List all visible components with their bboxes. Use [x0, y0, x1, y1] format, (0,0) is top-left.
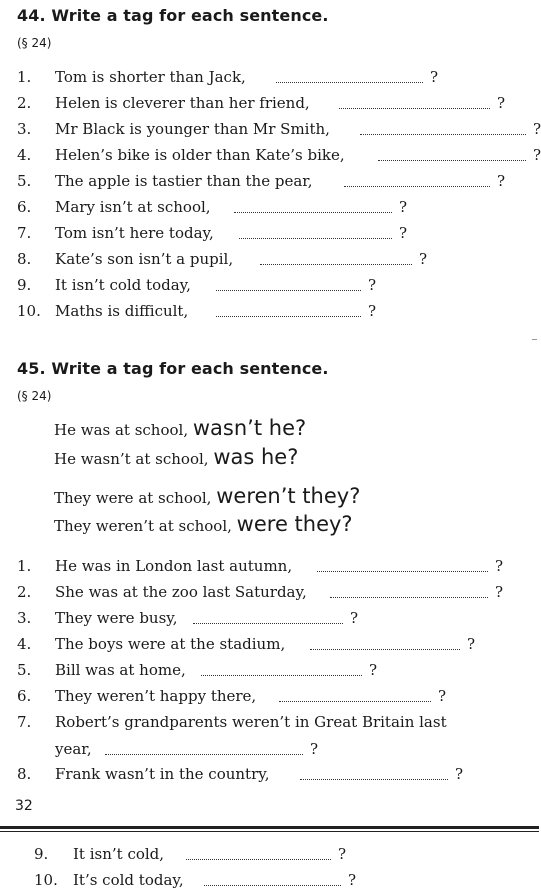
question-mark: ? [350, 609, 359, 627]
question-mark: ? [533, 120, 541, 138]
answer-blank[interactable] [360, 134, 526, 135]
example-tag: was he? [213, 445, 299, 469]
exercise-45-item [0, 740, 539, 762]
answer-blank[interactable] [239, 238, 392, 239]
example-sentence [54, 416, 306, 440]
item-sentence: Mary isn’t at school, [55, 198, 211, 216]
item-sentence: The boys were at the stadium, [55, 635, 286, 653]
answer-blank[interactable] [186, 859, 331, 860]
answer-blank[interactable] [279, 701, 431, 702]
answer-blank[interactable] [378, 160, 526, 161]
example-tag: wasn’t he? [192, 416, 307, 440]
answer-blank[interactable] [260, 264, 412, 265]
item-number: 9. [17, 276, 32, 294]
exercise-45-item [0, 661, 539, 683]
answer-blank[interactable] [201, 675, 362, 676]
item-sentence: Helen is cleverer than her friend, [55, 94, 310, 112]
next-page-item [0, 845, 539, 867]
item-sentence: It isn’t cold today, [55, 276, 191, 294]
item-sentence: Helen’s bike is older than Kate’s bike, [55, 146, 345, 164]
item-sentence: They were busy, [55, 609, 178, 627]
exercise-44-item [0, 276, 539, 298]
exercise-44-item [0, 94, 539, 116]
exercise-45-item [0, 557, 539, 579]
item-sentence: Frank wasn’t in the country, [55, 765, 270, 783]
item-sentence: Tom is shorter than Jack, [55, 68, 246, 86]
item-sentence: year, [55, 740, 92, 758]
item-sentence: It’s cold today, [73, 871, 184, 889]
example-tag: weren’t they? [216, 484, 361, 508]
item-sentence: They weren’t happy there, [55, 687, 257, 705]
exercise-45-item [0, 713, 539, 735]
question-mark: ? [369, 661, 378, 679]
exercise-44-item [0, 68, 539, 90]
item-number: 8. [17, 765, 32, 783]
example-sentence-text: They weren’t at school, [54, 517, 237, 535]
question-mark: ? [495, 557, 504, 575]
item-number: 4. [17, 635, 32, 653]
answer-blank[interactable] [216, 290, 361, 291]
answer-blank[interactable] [234, 212, 392, 213]
item-number: 6. [17, 687, 32, 705]
exercise-45-item [0, 609, 539, 631]
question-mark: ? [495, 583, 504, 601]
example-sentence [54, 445, 298, 469]
question-mark: ? [467, 635, 476, 653]
question-mark: ? [399, 224, 408, 242]
answer-blank[interactable] [310, 649, 460, 650]
exercise-44-item [0, 224, 539, 246]
exercise-45-item [0, 765, 539, 787]
exercise-45-item [0, 583, 539, 605]
item-number: 10. [17, 302, 41, 320]
exercise-45-heading: 45. Write a tag for each sentence. [17, 359, 329, 378]
exercise-44-heading: 44. Write a tag for each sentence. [17, 6, 329, 25]
question-mark: ? [399, 198, 408, 216]
exercise-44-item [0, 198, 539, 220]
exercise-44-item [0, 302, 539, 324]
item-number: 5. [17, 661, 32, 679]
exercise-45-item [0, 635, 539, 657]
item-sentence: She was at the zoo last Saturday, [55, 583, 307, 601]
item-number: 7. [17, 224, 32, 242]
exercise-44-item [0, 172, 539, 194]
next-page-item [0, 871, 539, 893]
example-tag: were they? [236, 512, 353, 536]
question-mark: ? [438, 687, 447, 705]
scan-mark [532, 339, 537, 340]
exercise-45-item [0, 687, 539, 709]
item-sentence: The apple is tastier than the pear, [55, 172, 313, 190]
question-mark: ? [368, 302, 377, 320]
exercise-44-item [0, 250, 539, 272]
item-number: 1. [17, 557, 32, 575]
item-sentence: Maths is difficult, [55, 302, 189, 320]
question-mark: ? [497, 172, 506, 190]
question-mark: ? [338, 845, 347, 863]
answer-blank[interactable] [330, 597, 488, 598]
exercise-45-section-ref: (§ 24) [17, 389, 52, 403]
question-mark: ? [419, 250, 428, 268]
page-divider [0, 826, 539, 829]
answer-blank[interactable] [204, 885, 341, 886]
item-number: 3. [17, 120, 32, 138]
answer-blank[interactable] [216, 316, 361, 317]
example-sentence [54, 484, 360, 508]
question-mark: ? [368, 276, 377, 294]
example-sentence-text: He was at school, [54, 421, 193, 439]
item-number: 2. [17, 583, 32, 601]
example-sentence [54, 512, 353, 536]
item-number: 5. [17, 172, 32, 190]
page-divider-thin [0, 831, 539, 832]
item-number: 8. [17, 250, 32, 268]
item-number: 7. [17, 713, 32, 731]
item-number: 1. [17, 68, 32, 86]
item-sentence: Bill was at home, [55, 661, 186, 679]
example-sentence-text: They were at school, [54, 489, 217, 507]
item-sentence: Kate’s son isn’t a pupil, [55, 250, 234, 268]
item-sentence: It isn’t cold, [73, 845, 165, 863]
question-mark: ? [533, 146, 541, 164]
example-sentence-text: He wasn’t at school, [54, 450, 214, 468]
item-sentence: Mr Black is younger than Mr Smith, [55, 120, 330, 138]
answer-blank[interactable] [105, 754, 303, 755]
item-number: 2. [17, 94, 32, 112]
item-sentence: Tom isn’t here today, [55, 224, 214, 242]
item-number: 4. [17, 146, 32, 164]
exercise-44-item [0, 146, 539, 168]
question-mark: ? [348, 871, 357, 889]
item-number: 6. [17, 198, 32, 216]
item-sentence: Robert’s grandparents weren’t in Great Britain last [55, 713, 447, 731]
answer-blank[interactable] [276, 82, 423, 83]
answer-blank[interactable] [193, 623, 343, 624]
answer-blank[interactable] [339, 108, 490, 109]
question-mark: ? [310, 740, 319, 758]
exercise-44-item [0, 120, 539, 142]
item-sentence: He was in London last autumn, [55, 557, 293, 575]
answer-blank[interactable] [344, 186, 490, 187]
item-number: 10. [34, 871, 58, 889]
answer-blank[interactable] [300, 779, 448, 780]
question-mark: ? [430, 68, 439, 86]
page-number: 32 [15, 798, 33, 814]
question-mark: ? [455, 765, 464, 783]
exercise-44-section-ref: (§ 24) [17, 36, 52, 50]
item-number: 3. [17, 609, 32, 627]
question-mark: ? [497, 94, 506, 112]
answer-blank[interactable] [317, 571, 488, 572]
item-number: 9. [34, 845, 49, 863]
